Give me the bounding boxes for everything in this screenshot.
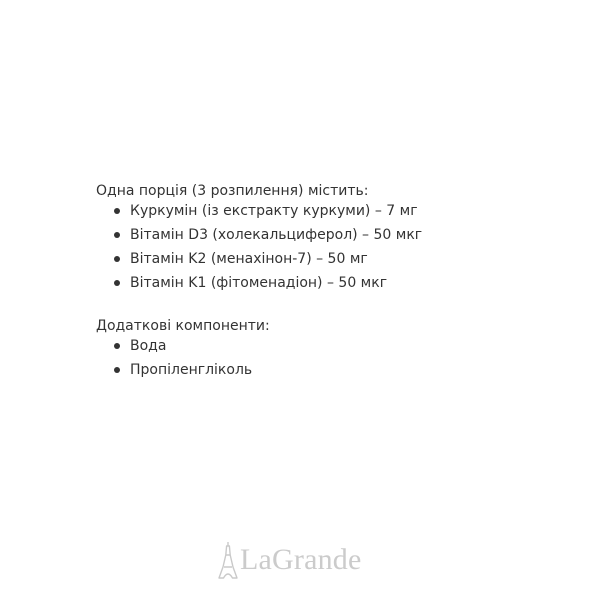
extra-components-title: Додаткові компоненти: bbox=[96, 318, 270, 334]
list-item: Вітамін K1 (фітоменадіон) – 50 мкг bbox=[96, 273, 576, 297]
watermark-text: LaGrande bbox=[240, 543, 362, 576]
watermark bbox=[218, 541, 362, 579]
ingredients-list bbox=[96, 201, 576, 297]
list-item: Вода bbox=[96, 336, 576, 360]
eiffel-tower-icon bbox=[218, 541, 238, 579]
extra-components-list bbox=[96, 336, 576, 384]
list-item: Пропіленгліколь bbox=[96, 360, 576, 384]
list-item: Куркумін (із екстракту куркуми) – 7 мг bbox=[96, 201, 576, 225]
list-item: Вітамін K2 (менахінон-7) – 50 мг bbox=[96, 249, 576, 273]
serving-intro: Одна порція (3 розпилення) містить: bbox=[96, 183, 369, 199]
product-composition bbox=[96, 181, 576, 384]
list-item: Вітамін D3 (холекальциферол) – 50 мкг bbox=[96, 225, 576, 249]
